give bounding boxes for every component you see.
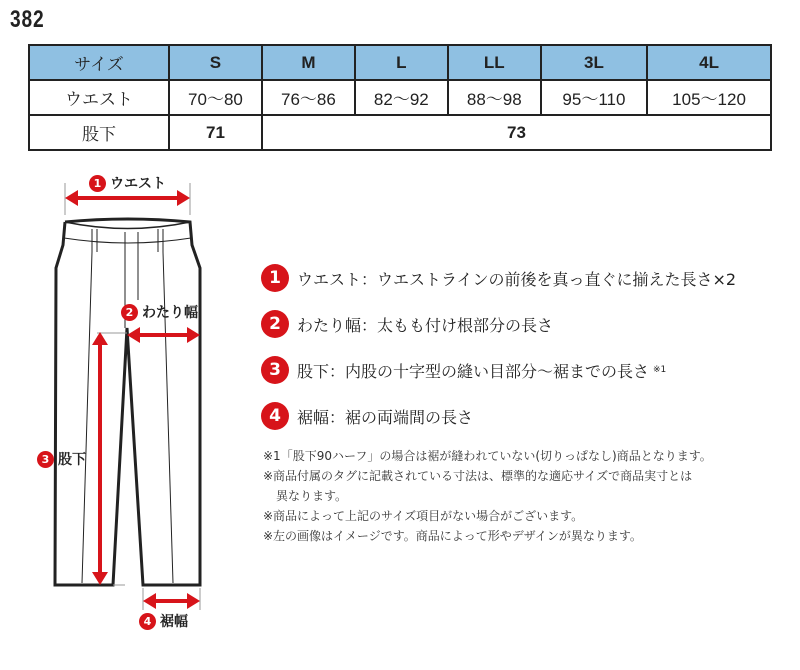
note: 異なります。 bbox=[276, 489, 348, 503]
cell: 105〜120 bbox=[647, 80, 771, 115]
header-cell: S bbox=[169, 45, 262, 80]
product-code: 382 bbox=[10, 6, 45, 33]
definition-text: わたり幅：太もも付け根部分の長さ bbox=[297, 315, 554, 335]
cell: 73 bbox=[262, 115, 771, 150]
number-badge: 4 bbox=[139, 613, 156, 630]
note: ※1「股下90ハーフ」の場合は裾が縫われていない(切りっぱなし)商品となります。 bbox=[263, 449, 712, 463]
header-cell: 3L bbox=[541, 45, 647, 80]
note: ※商品によって上記のサイズ項目がない場合がございます。 bbox=[263, 509, 584, 523]
row-label: 股下 bbox=[29, 115, 169, 150]
cell: 95〜110 bbox=[541, 80, 647, 115]
definition-text: 股下：内股の十字型の縫い目部分〜裾までの長さ bbox=[297, 361, 650, 381]
header-cell: 4L bbox=[647, 45, 771, 80]
definition-text: 裾幅：裾の両端間の長さ bbox=[297, 407, 474, 427]
label-text: わたり幅 bbox=[142, 305, 198, 321]
label-text: 股下 bbox=[58, 452, 86, 468]
header-cell: M bbox=[262, 45, 355, 80]
cell: 82〜92 bbox=[355, 80, 448, 115]
label-text: 裾幅 bbox=[160, 614, 188, 630]
cell: 71 bbox=[169, 115, 262, 150]
note: ※左の画像はイメージです。商品によって形やデザインが異なります。 bbox=[263, 529, 642, 543]
definition-hem bbox=[261, 402, 473, 430]
definition-text: ウエスト：ウエストラインの前後を真っ直ぐに揃えた長さ×2 bbox=[297, 269, 737, 289]
header-cell: L bbox=[355, 45, 448, 80]
diagram-label-waist bbox=[89, 173, 166, 193]
number-badge: 2 bbox=[121, 304, 138, 321]
diagram-label-hem bbox=[139, 611, 188, 631]
notes bbox=[263, 446, 712, 546]
number-badge: 1 bbox=[89, 175, 106, 192]
number-badge: 4 bbox=[261, 402, 289, 430]
cell: 70〜80 bbox=[169, 80, 262, 115]
definition-thigh bbox=[261, 310, 553, 338]
label-text: ウエスト bbox=[110, 176, 166, 192]
number-badge: 3 bbox=[37, 451, 54, 468]
number-badge: 3 bbox=[261, 356, 289, 384]
definition-waist bbox=[261, 264, 736, 292]
note: ※商品付属のタグに記載されている寸法は、標準的な適応サイズで商品実寸とは bbox=[263, 469, 693, 483]
header-cell: サイズ bbox=[29, 45, 169, 80]
row-label: ウエスト bbox=[29, 80, 169, 115]
header-cell: LL bbox=[448, 45, 541, 80]
diagram-label-thigh bbox=[121, 302, 198, 322]
cell: 88〜98 bbox=[448, 80, 541, 115]
number-badge: 1 bbox=[261, 264, 289, 292]
cell: 76〜86 bbox=[262, 80, 355, 115]
footnote-ref: ※1 bbox=[653, 365, 667, 375]
diagram-label-inseam bbox=[37, 449, 86, 469]
number-badge: 2 bbox=[261, 310, 289, 338]
definition-inseam bbox=[261, 356, 666, 384]
